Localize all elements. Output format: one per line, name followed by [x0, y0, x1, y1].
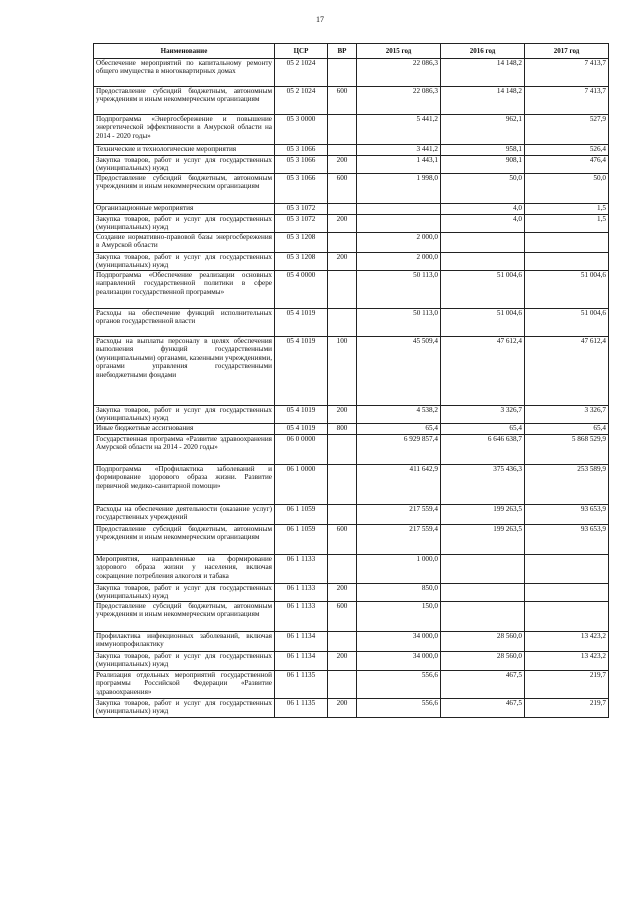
cell-vr — [328, 59, 357, 87]
cell-y2017 — [525, 253, 609, 271]
cell-y2015: 1 000,0 — [357, 555, 441, 584]
cell-name: Закупка товаров, работ и услуг для государственных (муниципальных) нужд — [94, 652, 275, 671]
cell-y2017: 51 004,6 — [525, 271, 609, 309]
cell-y2016: 3 326,7 — [441, 406, 525, 424]
cell-name: Обеспечение мероприятий по капитальному ремонту общего имущества в многоквартирных домах — [94, 59, 275, 87]
cell-csr: 06 0 0000 — [275, 435, 328, 465]
cell-csr: 05 3 1072 — [275, 204, 328, 215]
cell-y2017 — [525, 555, 609, 584]
cell-csr: 05 4 0000 — [275, 271, 328, 309]
table-row — [94, 174, 609, 204]
table-row — [94, 505, 609, 525]
cell-csr: 05 4 1019 — [275, 309, 328, 337]
cell-y2017: 527,9 — [525, 115, 609, 145]
cell-vr: 200 — [328, 652, 357, 671]
cell-y2016: 908,1 — [441, 156, 525, 174]
cell-name: Предоставление субсидий бюджетным, автономным учреждениям и иным некоммерческим организациям — [94, 602, 275, 632]
page-number: 17 — [316, 15, 324, 24]
cell-y2016: 958,1 — [441, 145, 525, 156]
cell-name: Организационные мероприятия — [94, 204, 275, 215]
cell-csr: 05 3 1066 — [275, 145, 328, 156]
cell-y2015: 4 538,2 — [357, 406, 441, 424]
cell-vr: 600 — [328, 525, 357, 555]
cell-y2017: 13 423,2 — [525, 632, 609, 652]
cell-y2015: 556,6 — [357, 699, 441, 718]
cell-y2015: 1 998,0 — [357, 174, 441, 204]
table-row — [94, 215, 609, 233]
cell-y2017 — [525, 602, 609, 632]
cell-y2015: 2 000,0 — [357, 233, 441, 253]
cell-y2016: 14 148,2 — [441, 87, 525, 115]
cell-name: Иные бюджетные ассигнования — [94, 424, 275, 435]
cell-y2015: 556,6 — [357, 671, 441, 699]
cell-vr — [328, 465, 357, 505]
cell-vr — [328, 632, 357, 652]
table-row — [94, 632, 609, 652]
cell-y2016: 65,4 — [441, 424, 525, 435]
table-row — [94, 145, 609, 156]
cell-y2017: 93 653,9 — [525, 505, 609, 525]
cell-y2016 — [441, 555, 525, 584]
cell-y2016: 6 646 638,7 — [441, 435, 525, 465]
cell-name: Подпрограмма «Энергосбережение и повышение энергетической эффективности в Амурской области на 2014 - 2020 годы» — [94, 115, 275, 145]
cell-y2015: 50 113,0 — [357, 271, 441, 309]
cell-csr: 06 1 1133 — [275, 602, 328, 632]
cell-csr: 05 3 0000 — [275, 115, 328, 145]
cell-name: Технические и технологические мероприятия — [94, 145, 275, 156]
cell-y2016: 51 004,6 — [441, 309, 525, 337]
cell-vr: 200 — [328, 156, 357, 174]
cell-y2015: 217 559,4 — [357, 505, 441, 525]
cell-y2017: 253 589,9 — [525, 465, 609, 505]
cell-vr — [328, 204, 357, 215]
header-vr: ВР — [328, 44, 357, 59]
cell-name: Закупка товаров, работ и услуг для государственных (муниципальных) нужд — [94, 215, 275, 233]
cell-vr — [328, 435, 357, 465]
cell-name: Закупка товаров, работ и услуг для государственных (муниципальных) нужд — [94, 406, 275, 424]
table-row — [94, 699, 609, 718]
cell-vr: 100 — [328, 337, 357, 406]
cell-y2015: 50 113,0 — [357, 309, 441, 337]
cell-y2017: 219,7 — [525, 671, 609, 699]
cell-csr: 05 3 1072 — [275, 215, 328, 233]
cell-y2015: 5 441,2 — [357, 115, 441, 145]
cell-vr — [328, 145, 357, 156]
cell-y2016: 199 263,5 — [441, 505, 525, 525]
cell-name: Подпрограмма «Обеспечение реализации основных направлений государственной политики в сфере реализации государственной программы» — [94, 271, 275, 309]
cell-y2016: 4,0 — [441, 215, 525, 233]
cell-y2016: 28 560,0 — [441, 632, 525, 652]
cell-csr: 05 3 1066 — [275, 156, 328, 174]
cell-y2016: 47 612,4 — [441, 337, 525, 406]
table-row — [94, 253, 609, 271]
budget-table — [93, 43, 609, 718]
cell-y2016 — [441, 584, 525, 602]
cell-name: Предоставление субсидий бюджетным, автономным учреждениям и иным некоммерческим организациям — [94, 174, 275, 204]
cell-csr: 05 4 1019 — [275, 424, 328, 435]
cell-y2017: 5 868 529,9 — [525, 435, 609, 465]
cell-csr: 05 3 1208 — [275, 253, 328, 271]
table-row — [94, 115, 609, 145]
cell-vr — [328, 115, 357, 145]
cell-y2015: 45 509,4 — [357, 337, 441, 406]
table-header-row — [94, 44, 609, 59]
cell-csr: 06 1 1133 — [275, 584, 328, 602]
cell-vr: 200 — [328, 406, 357, 424]
cell-csr: 06 1 1059 — [275, 505, 328, 525]
cell-y2016: 962,1 — [441, 115, 525, 145]
cell-csr: 06 1 1134 — [275, 652, 328, 671]
cell-y2016 — [441, 233, 525, 253]
header-name: Наименование — [94, 44, 275, 59]
cell-y2015: 411 642,9 — [357, 465, 441, 505]
cell-vr: 600 — [328, 174, 357, 204]
table-row — [94, 271, 609, 309]
cell-y2015 — [357, 204, 441, 215]
cell-vr: 600 — [328, 602, 357, 632]
cell-csr: 05 4 1019 — [275, 337, 328, 406]
cell-csr: 05 3 1066 — [275, 174, 328, 204]
cell-y2017: 51 004,6 — [525, 309, 609, 337]
cell-vr — [328, 671, 357, 699]
cell-y2017: 7 413,7 — [525, 87, 609, 115]
table-row — [94, 555, 609, 584]
cell-vr — [328, 309, 357, 337]
header-2017: 2017 год — [525, 44, 609, 59]
table-row — [94, 156, 609, 174]
cell-name: Создание нормативно-правовой базы энергосбережения в Амурской области — [94, 233, 275, 253]
cell-y2015 — [357, 215, 441, 233]
header-2016: 2016 год — [441, 44, 525, 59]
table-row — [94, 59, 609, 87]
cell-y2015: 6 929 857,4 — [357, 435, 441, 465]
table-row — [94, 652, 609, 671]
cell-name: Расходы на обеспечение функций исполнительных органов государственной власти — [94, 309, 275, 337]
table-row — [94, 465, 609, 505]
cell-y2017: 13 423,2 — [525, 652, 609, 671]
cell-csr: 06 1 1133 — [275, 555, 328, 584]
cell-csr: 06 1 1135 — [275, 671, 328, 699]
cell-vr: 200 — [328, 253, 357, 271]
cell-csr: 06 1 1059 — [275, 525, 328, 555]
cell-y2016: 28 560,0 — [441, 652, 525, 671]
cell-y2017: 93 653,9 — [525, 525, 609, 555]
table-row — [94, 525, 609, 555]
cell-vr — [328, 505, 357, 525]
cell-name: Мероприятия, направленные на формирование здорового образа жизни у населения, включая сокращение потребления алкоголя и табака — [94, 555, 275, 584]
cell-vr — [328, 271, 357, 309]
cell-y2017 — [525, 584, 609, 602]
table-row — [94, 337, 609, 406]
cell-y2016: 4,0 — [441, 204, 525, 215]
cell-y2017: 476,4 — [525, 156, 609, 174]
cell-vr — [328, 233, 357, 253]
cell-y2015: 22 086,3 — [357, 87, 441, 115]
cell-y2015: 2 000,0 — [357, 253, 441, 271]
cell-y2016: 50,0 — [441, 174, 525, 204]
table-row — [94, 309, 609, 337]
table-row — [94, 584, 609, 602]
cell-csr: 05 2 1024 — [275, 87, 328, 115]
cell-vr: 200 — [328, 699, 357, 718]
table-row — [94, 424, 609, 435]
cell-y2017 — [525, 233, 609, 253]
header-2015: 2015 год — [357, 44, 441, 59]
table-row — [94, 435, 609, 465]
cell-name: Реализация отдельных мероприятий государственной программы Российской Федерации «Развитие здравоохранения» — [94, 671, 275, 699]
table-row — [94, 233, 609, 253]
cell-name: Закупка товаров, работ и услуг для государственных (муниципальных) нужд — [94, 156, 275, 174]
cell-name: Закупка товаров, работ и услуг для государственных (муниципальных) нужд — [94, 584, 275, 602]
cell-y2015: 22 086,3 — [357, 59, 441, 87]
cell-y2017: 65,4 — [525, 424, 609, 435]
cell-y2017: 47 612,4 — [525, 337, 609, 406]
cell-vr: 200 — [328, 584, 357, 602]
cell-vr — [328, 555, 357, 584]
cell-y2017: 1,5 — [525, 215, 609, 233]
cell-csr: 06 1 0000 — [275, 465, 328, 505]
cell-y2016: 467,5 — [441, 671, 525, 699]
cell-name: Расходы на выплаты персоналу в целях обеспечения выполнения функций государственными (муниципальными) органами, казенными учреждениями, органами управления государственными внебюджетными фондами — [94, 337, 275, 406]
cell-y2015: 217 559,4 — [357, 525, 441, 555]
cell-name: Закупка товаров, работ и услуг для государственных (муниципальных) нужд — [94, 699, 275, 718]
cell-y2015: 150,0 — [357, 602, 441, 632]
cell-y2015: 65,4 — [357, 424, 441, 435]
cell-csr: 05 2 1024 — [275, 59, 328, 87]
cell-y2016: 375 436,3 — [441, 465, 525, 505]
table-row — [94, 406, 609, 424]
table-row — [94, 602, 609, 632]
cell-y2016: 467,5 — [441, 699, 525, 718]
cell-name: Предоставление субсидий бюджетным, автономным учреждениям и иным некоммерческим организациям — [94, 87, 275, 115]
cell-y2015: 34 000,0 — [357, 652, 441, 671]
cell-y2016: 199 263,5 — [441, 525, 525, 555]
cell-name: Расходы на обеспечение деятельности (оказание услуг) государственных учреждений — [94, 505, 275, 525]
cell-y2015: 1 443,1 — [357, 156, 441, 174]
cell-y2015: 850,0 — [357, 584, 441, 602]
cell-vr: 600 — [328, 87, 357, 115]
cell-y2017: 1,5 — [525, 204, 609, 215]
cell-y2016 — [441, 253, 525, 271]
cell-vr: 200 — [328, 215, 357, 233]
cell-y2017: 526,4 — [525, 145, 609, 156]
header-csr: ЦСР — [275, 44, 328, 59]
cell-name: Предоставление субсидий бюджетным, автономным учреждениям и иным некоммерческим организациям — [94, 525, 275, 555]
cell-name: Закупка товаров, работ и услуг для государственных (муниципальных) нужд — [94, 253, 275, 271]
cell-y2016: 14 148,2 — [441, 59, 525, 87]
cell-y2015: 34 000,0 — [357, 632, 441, 652]
cell-y2015: 3 441,2 — [357, 145, 441, 156]
cell-y2017: 7 413,7 — [525, 59, 609, 87]
cell-name: Подпрограмма «Профилактика заболеваний и формирование здорового образа жизни. Развитие первичной медико-санитарной помощи» — [94, 465, 275, 505]
cell-y2016: 51 004,6 — [441, 271, 525, 309]
cell-vr: 800 — [328, 424, 357, 435]
cell-csr: 06 1 1135 — [275, 699, 328, 718]
cell-name: Профилактика инфекционных заболеваний, включая иммунопрофилактику — [94, 632, 275, 652]
cell-csr: 05 4 1019 — [275, 406, 328, 424]
cell-csr: 05 3 1208 — [275, 233, 328, 253]
cell-y2017: 3 326,7 — [525, 406, 609, 424]
cell-y2016 — [441, 602, 525, 632]
table-row — [94, 671, 609, 699]
cell-y2017: 50,0 — [525, 174, 609, 204]
table-row — [94, 87, 609, 115]
cell-y2017: 219,7 — [525, 699, 609, 718]
cell-name: Государственная программа «Развитие здравоохранения Амурской области на 2014 - 2020 годы» — [94, 435, 275, 465]
cell-csr: 06 1 1134 — [275, 632, 328, 652]
table-row — [94, 204, 609, 215]
